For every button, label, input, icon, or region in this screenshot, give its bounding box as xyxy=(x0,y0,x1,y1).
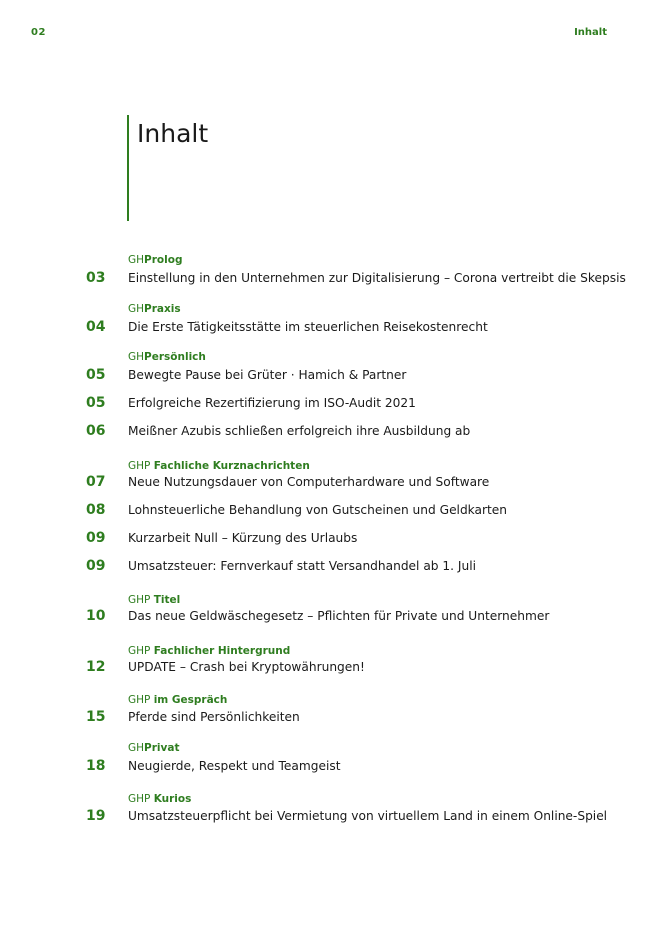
toc-entry-page-number[interactable]: 05 xyxy=(86,395,106,411)
section-prefix: GHP xyxy=(128,694,154,706)
section-label xyxy=(128,645,290,657)
page-number: 02 xyxy=(31,27,46,38)
toc-entry-page-number[interactable]: 12 xyxy=(86,659,106,675)
running-head: Inhalt xyxy=(574,27,607,38)
toc-entry-title[interactable]: Umsatzsteuer: Fernverkauf statt Versandhandel ab 1. Juli xyxy=(128,559,476,573)
section-label xyxy=(128,742,179,754)
toc-entry-title[interactable]: Pferde sind Persönlichkeiten xyxy=(128,710,300,724)
section-title: Fachlicher Hintergrund xyxy=(153,645,291,657)
page-title: Inhalt xyxy=(137,119,209,148)
section-title: Privat xyxy=(144,742,180,754)
section-label xyxy=(128,254,182,266)
toc-entry-title[interactable]: Bewegte Pause bei Grüter · Hamich & Partner xyxy=(128,368,407,382)
section-title: Titel xyxy=(153,594,181,606)
toc-entry-page-number[interactable]: 09 xyxy=(86,558,106,574)
section-prefix: GHP xyxy=(128,594,154,606)
toc-entry-title[interactable]: Neugierde, Respekt und Teamgeist xyxy=(128,759,341,773)
toc-entry-title[interactable]: Einstellung in den Unternehmen zur Digitalisierung – Corona vertreibt die Skepsis xyxy=(128,271,626,285)
toc-entry-title[interactable]: Umsatzsteuerpflicht bei Vermietung von virtuellem Land in einem Online-Spiel xyxy=(128,809,608,823)
toc-entry-page-number[interactable]: 09 xyxy=(86,530,106,546)
section-title: Fachliche Kurznachrichten xyxy=(153,460,310,472)
toc-entry-title[interactable]: Das neue Geldwäschegesetz – Pflichten für Private und Unternehmer xyxy=(128,609,550,623)
section-prefix: GHP xyxy=(128,460,154,472)
section-title: Prolog xyxy=(144,254,183,266)
toc-entry-page-number[interactable]: 07 xyxy=(86,474,106,490)
section-title: Kurios xyxy=(153,793,192,805)
section-label xyxy=(128,694,227,706)
toc-entry-title[interactable]: Lohnsteuerliche Behandlung von Gutscheinen und Geldkarten xyxy=(128,503,508,517)
toc-entry-title[interactable]: Die Erste Tätigkeitsstätte im steuerlichen Reisekostenrecht xyxy=(128,320,488,334)
title-accent-bar xyxy=(127,115,129,221)
toc-entry-page-number[interactable]: 15 xyxy=(86,709,106,725)
section-title: Persönlich xyxy=(144,351,206,363)
toc-entry-page-number[interactable]: 03 xyxy=(86,270,106,286)
section-title: Praxis xyxy=(144,303,181,315)
toc-entry-page-number[interactable]: 08 xyxy=(86,502,106,518)
toc-entry-title[interactable]: UPDATE – Crash bei Kryptowährungen! xyxy=(128,660,365,674)
toc-entry-page-number[interactable]: 06 xyxy=(86,423,106,439)
toc-entry-title[interactable]: Meißner Azubis schließen erfolgreich ihre Ausbildung ab xyxy=(128,424,471,438)
section-prefix: GH xyxy=(128,742,145,754)
toc-entry-title[interactable]: Kurzarbeit Null – Kürzung des Urlaubs xyxy=(128,531,358,545)
toc-entry-page-number[interactable]: 04 xyxy=(86,319,106,335)
toc-entry-page-number[interactable]: 10 xyxy=(86,608,106,624)
section-label xyxy=(128,351,206,363)
toc-entry-title[interactable]: Erfolgreiche Rezertifizierung im ISO-Audit 2021 xyxy=(128,396,416,410)
section-prefix: GHP xyxy=(128,793,154,805)
section-prefix: GH xyxy=(128,303,145,315)
section-label xyxy=(128,303,181,315)
toc-entry-page-number[interactable]: 18 xyxy=(86,758,106,774)
section-label xyxy=(128,594,180,606)
section-prefix: GH xyxy=(128,351,145,363)
toc-entry-title[interactable]: Neue Nutzungsdauer von Computerhardware und Software xyxy=(128,475,490,489)
toc-entry-page-number[interactable]: 19 xyxy=(86,808,106,824)
section-label xyxy=(128,460,310,472)
section-prefix: GHP xyxy=(128,645,154,657)
section-prefix: GH xyxy=(128,254,145,266)
toc-entry-page-number[interactable]: 05 xyxy=(86,367,106,383)
section-label xyxy=(128,793,191,805)
section-title: im Gespräch xyxy=(153,694,228,706)
